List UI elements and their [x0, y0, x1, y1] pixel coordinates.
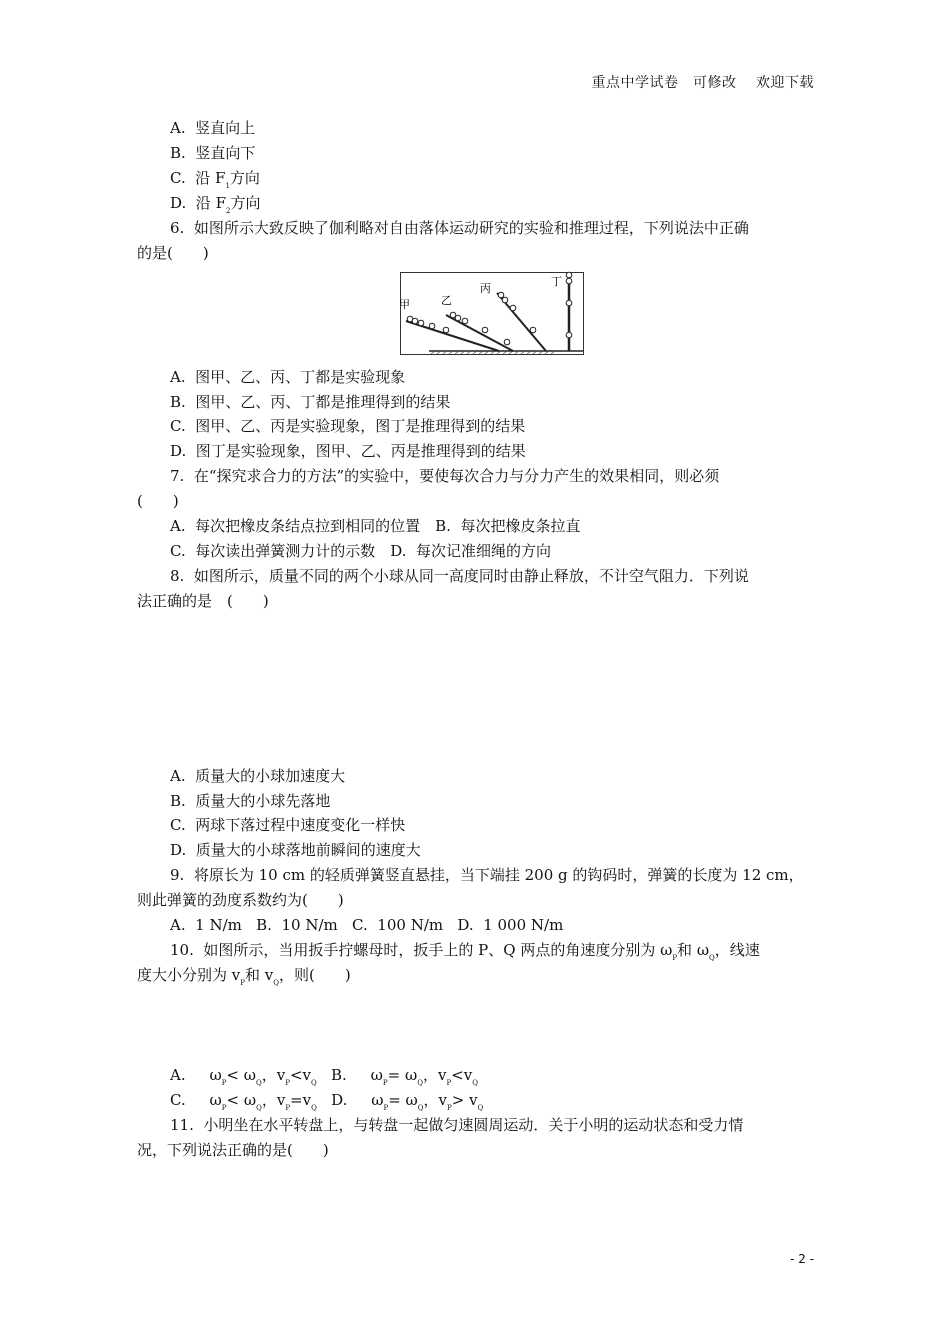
page-header: 重点中学试卷 可修改 欢迎下载 [591, 75, 814, 91]
label-jia: 甲 [399, 298, 410, 311]
q11-stem-line1: 11. 小明坐在水平转盘上，与转盘一起做匀速圆周运动．关于小明的运动状态和受力情 [170, 1116, 744, 1134]
q7-stem-line2: ( ) [137, 492, 179, 510]
q9-options: A. 1 N/m B. 10 N/m C. 100 N/m D. 1 000 N/m [170, 916, 564, 934]
label-bing: 丙 [480, 282, 491, 295]
page-number: - 2 - [790, 1252, 814, 1266]
q6-option-a: A. 图甲、乙、丙、丁都是实验现象 [170, 368, 406, 386]
q7-stem-line1: 7. 在“探究求合力的方法”的实验中，要使每次合力与分力产生的效果相同，则必须 [170, 467, 720, 485]
q6-option-d: D. 图丁是实验现象，图甲、乙、丙是推理得到的结果 [170, 442, 526, 460]
q7-options-cd: C. 每次读出弹簧测力计的示数 D. 每次记准细绳的方向 [170, 542, 552, 560]
label-ding: 丁 [551, 275, 562, 288]
q6-stem-line1: 6. 如图所示大致反映了伽利略对自由落体运动研究的实验和推理过程，下列说法中正确 [170, 219, 749, 237]
q9-stem-line1: 9. 将原长为 10 cm 的轻质弹簧竖直悬挂，当下端挂 200 g 的钩码时，弹簧的长度为 12 cm， [170, 866, 804, 884]
q11-stem-line2: 况，下列说法正确的是( ) [137, 1141, 329, 1159]
q8-option-a: A. 质量大的小球加速度大 [170, 767, 346, 785]
q5-option-a: A. 竖直向上 [170, 119, 256, 137]
q6-option-b: B. 图甲、乙、丙、丁都是推理得到的结果 [170, 393, 451, 411]
q5-option-b: B. 竖直向下 [170, 144, 256, 162]
q6-stem-line2: 的是( ) [137, 244, 209, 262]
q8-option-d: D. 质量大的小球落地前瞬间的速度大 [170, 841, 421, 859]
q6-option-c: C. 图甲、乙、丙是实验现象，图丁是推理得到的结果 [170, 417, 526, 435]
q8-option-b: B. 质量大的小球先落地 [170, 792, 331, 810]
q5-option-d: D. 沿 $F_2$方向 [170, 194, 261, 215]
galileo-incline-figure [400, 272, 584, 355]
galileo-incline-diagram [401, 273, 583, 354]
q10-options-cd: C. $\omega_P< \omega_Q$，$v_P=v_Q$ D. $\omega_P= \omega_Q$，$v_P> v_Q$ [170, 1091, 484, 1112]
q7-options-ab: A. 每次把橡皮条结点拉到相同的位置 B. 每次把橡皮条拉直 [170, 517, 581, 535]
q9-stem-line2: 则此弹簧的劲度系数约为( ) [137, 891, 344, 909]
q10-stem-line1: 10. 如图所示，当用扳手拧螺母时，扳手上的 P、Q 两点的角速度分别为 $\omega_P$和 $\omega_Q$，线速 [170, 941, 760, 962]
q5-option-c: C. 沿 $F_1$方向 [170, 169, 260, 190]
q10-stem-line2: 度大小分别为 $v_P$和 $v_Q$，则( ) [137, 966, 351, 987]
label-yi: 乙 [441, 294, 452, 307]
q10-options-ab: A. $\omega_P< \omega_Q$，$v_P<v_Q$ B. $\omega_P= \omega_Q$，$v_P<v_Q$ [170, 1066, 478, 1087]
q8-stem-line1: 8. 如图所示，质量不同的两个小球从同一高度同时由静止释放，不计空气阻力．下列说 [170, 567, 749, 585]
q8-option-c: C. 两球下落过程中速度变化一样快 [170, 816, 406, 834]
q8-stem-line2: 法正确的是 ( ) [137, 592, 269, 610]
